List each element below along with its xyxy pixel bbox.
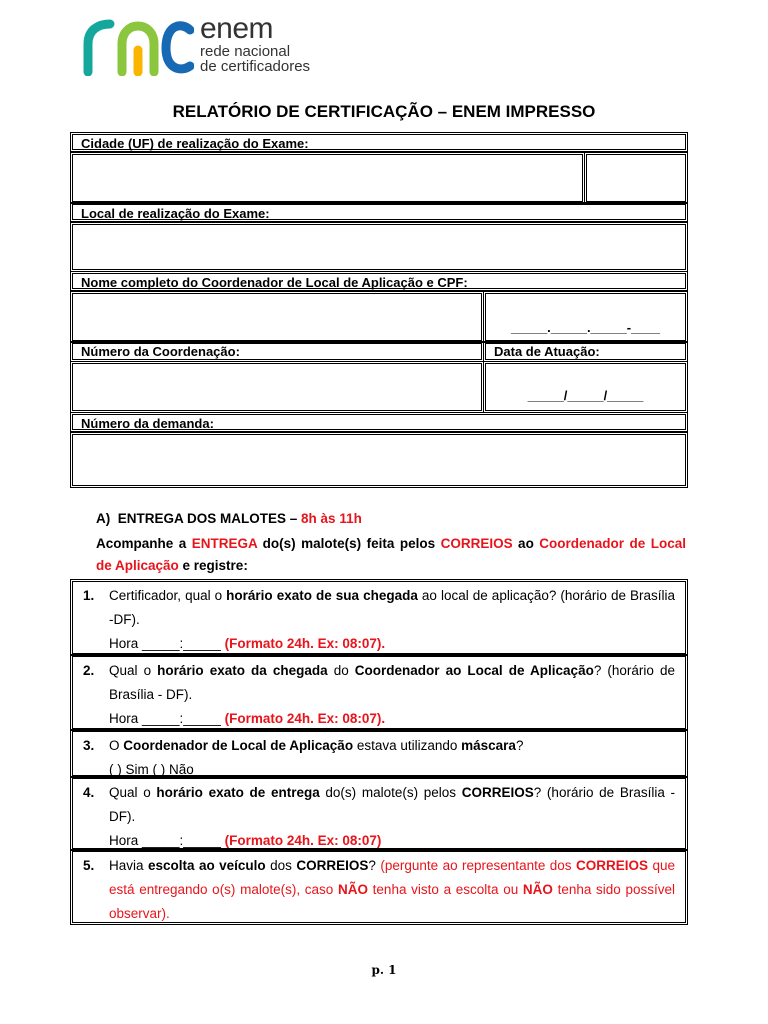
q2-text-d: Coordenador ao Local de Aplicação: [354, 663, 594, 678]
rnc-enem-logo: [82, 14, 332, 76]
question-number: 4.: [83, 785, 95, 800]
cpf-blank: _____._____._____-____: [511, 320, 660, 335]
question-3: [72, 731, 686, 776]
question-number: 5.: [83, 858, 95, 873]
q1-text-c: ao local de aplicação? (horário de Brasília -DF).: [109, 588, 676, 627]
q3-text-a: O: [109, 738, 124, 753]
city-field[interactable]: [72, 154, 583, 202]
document-title: RELATÓRIO DE CERTIFICAÇÃO – ENEM IMPRESSO: [172, 102, 596, 121]
logo-subtitle-1: rede nacional: [200, 43, 291, 60]
logo-subtitle-2: de certificadores: [200, 58, 311, 75]
q3-text-d: máscara: [461, 738, 516, 753]
q3-text-b: Coordenador de Local de Aplicação: [123, 738, 354, 753]
local-field[interactable]: [72, 224, 686, 270]
q5-text-b: escolta ao veículo: [147, 858, 266, 873]
demand-field[interactable]: [72, 434, 686, 486]
intro-text-4: e registre:: [178, 558, 248, 573]
q5-text-a: Havia: [109, 858, 148, 873]
q3-text-c: estava utilizando: [353, 738, 462, 753]
coordination-number-field[interactable]: [72, 363, 482, 411]
q5-text-e: ?: [368, 858, 381, 873]
q2-text-b: horário exato da chegada: [157, 663, 328, 678]
q3-yes-no-options[interactable]: ( ) Sim ( ) Não: [109, 762, 194, 777]
q5-text-j: tenha visto a escolta ou: [368, 882, 523, 897]
q5-text-d: CORREIOS: [296, 858, 369, 873]
q5-text-h: que está entregando o(s) malote(s), caso: [109, 858, 676, 897]
q5-text-f: (pergunte ao representante dos: [380, 858, 577, 873]
question-4: [72, 778, 686, 849]
uf-field[interactable]: [586, 154, 686, 202]
q1-text-a: Certificador, qual o: [109, 588, 227, 603]
logo-title: enem: [200, 12, 274, 45]
q5-text-g: CORREIOS: [576, 858, 649, 873]
q2-text-a: Qual o: [109, 663, 158, 678]
q1-hour-blank[interactable]: Hora _____:_____: [109, 636, 225, 651]
question-2: [72, 656, 686, 729]
q5-text-c: dos: [265, 858, 297, 873]
section-a-prefix: A): [96, 511, 111, 526]
q1-text-b: horário exato de sua chegada: [226, 588, 418, 603]
question-1: [72, 581, 686, 654]
question-number: 2.: [83, 663, 95, 678]
q5-text-k: NÃO: [522, 882, 553, 897]
section-a-title: ENTREGA DOS MALOTES –: [117, 511, 298, 526]
q4-text-b: horário exato de entrega: [156, 785, 320, 800]
city-label: Cidade (UF) de realização do Exame:: [72, 134, 686, 150]
rnc-logo-mark-icon: [82, 14, 194, 76]
q2-format-hint: (Formato 24h. Ex: 08:07).: [224, 711, 386, 726]
section-a-intro: [96, 533, 686, 577]
intro-text-3: ao: [512, 536, 540, 551]
page-number: p. 1: [371, 963, 397, 977]
intro-entrega: ENTREGA: [191, 536, 258, 551]
q3-text-e: ?: [515, 738, 524, 753]
q4-hour-blank[interactable]: Hora _____:_____: [109, 833, 225, 848]
question-number: 3.: [83, 738, 95, 753]
section-a-heading: [96, 511, 362, 526]
q1-format-hint: (Formato 24h. Ex: 08:07).: [224, 636, 386, 651]
coordinator-name-field[interactable]: [72, 293, 482, 341]
q2-text-c: do: [327, 663, 355, 678]
q4-text-e: ? (horário de Brasília - DF).: [109, 785, 676, 824]
question-5: [72, 851, 686, 923]
intro-text-1: Acompanhe a: [96, 536, 192, 551]
q4-format-hint: (Formato 24h. Ex: 08:07): [224, 833, 382, 848]
q4-text-a: Qual o: [109, 785, 157, 800]
demand-label: Número da demanda:: [72, 414, 686, 430]
date-field[interactable]: [485, 363, 686, 411]
q2-text-e: ? (horário de Brasília - DF).: [109, 663, 675, 702]
coordination-number-label: Número da Coordenação:: [72, 343, 482, 360]
q4-text-c: do(s) malote(s) pelos: [319, 785, 462, 800]
coordinator-label: Nome completo do Coordenador de Local de Aplicação e CPF:: [72, 273, 686, 289]
local-label: Local de realização do Exame:: [72, 204, 686, 220]
cpf-field[interactable]: [485, 293, 686, 341]
intro-coordinator: Coordenador de Local de Aplicação: [96, 536, 686, 573]
date-blank: _____/_____/_____: [527, 388, 644, 403]
section-a-time: 8h às 11h: [301, 511, 362, 526]
q4-text-d: CORREIOS: [461, 785, 534, 800]
date-label: Data de Atuação:: [485, 343, 686, 360]
q5-text-i: NÃO: [338, 882, 368, 897]
question-number: 1.: [83, 588, 95, 603]
q5-text-l: tenha sido possível observar).: [109, 882, 676, 921]
q2-hour-blank[interactable]: Hora _____:_____: [109, 711, 225, 726]
intro-correios: CORREIOS: [440, 536, 513, 551]
intro-text-2: do(s) malote(s) feita pelos: [257, 536, 441, 551]
